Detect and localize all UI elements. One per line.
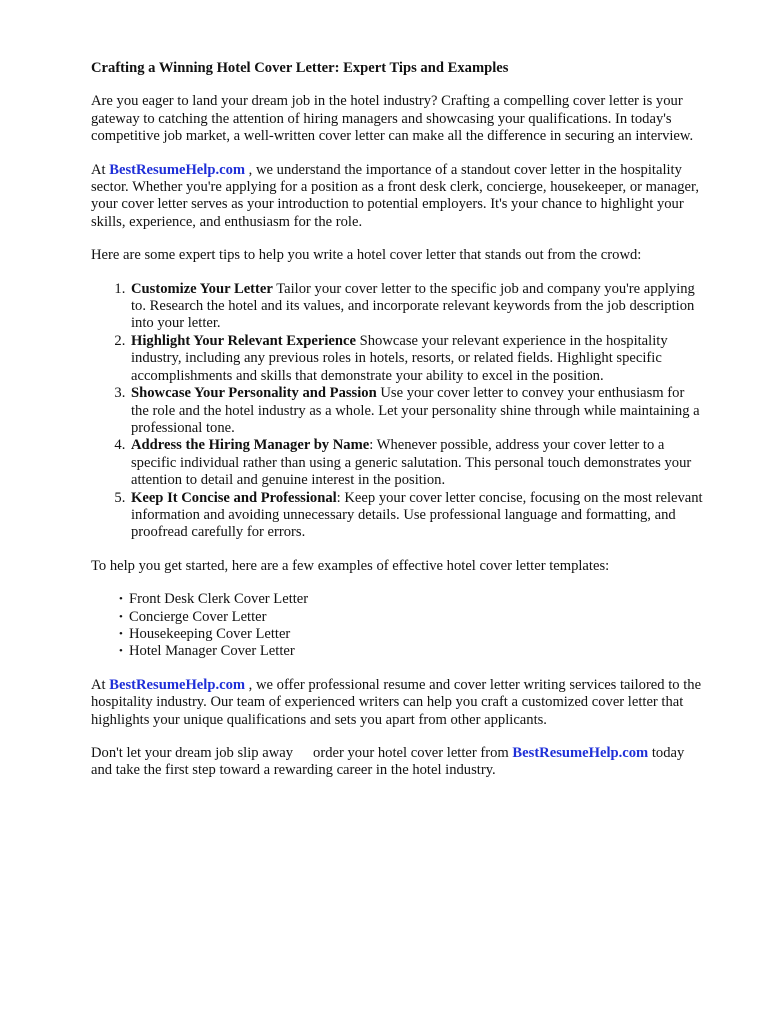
bullet-icon: • <box>119 610 123 623</box>
services-paragraph <box>91 677 704 729</box>
closing-middle: order your hotel cover letter from <box>313 745 513 761</box>
tip-text: : Keep your cover letter concise, focusing on the most relevant information and avoiding unnecessary details. Use professional language and formatting, and proofread carefully for errors. <box>131 489 703 541</box>
tip-heading: Highlight Your Relevant Experience <box>131 332 356 349</box>
para2-text: , we understand the importance of a standout cover letter in the hospitality sector. Whether you're applying for a position as a front desk clerk, concierge, housekeeper, or manager, your cover letter serves as your introduction to potential employers. It's your chance to highlight your skills, experience, and enthusiasm for the role. <box>91 161 699 230</box>
closing-prefix: Don't let your dream job slip away <box>91 745 294 761</box>
bullet-icon: • <box>119 593 123 606</box>
example-item <box>119 626 704 643</box>
example-item <box>119 609 704 626</box>
services-text: , we offer professional resume and cover letter writing services tailored to the hospitality industry. Our team of experienced writers can help you craft a customized cover letter that highlights your unique qualifications and sets you apart from other applicants. <box>91 676 702 728</box>
bestresumehelp-link[interactable]: BestResumeHelp.com <box>109 676 246 693</box>
tip-text: Showcase your relevant experience in the hospitality industry, including any previous roles in hotels, resorts, or related fields. Highlight specific accomplishments and skills that demonstrate your ability to excel in the position. <box>131 332 668 384</box>
tips-intro: Here are some expert tips to help you write a hotel cover letter that stands out from the crowd: <box>91 247 642 264</box>
closing-suffix: today and take the first step toward a rewarding career in the hotel industry. <box>91 745 685 779</box>
tip-heading: Keep It Concise and Professional <box>131 489 337 506</box>
examples-intro: To help you get started, here are a few examples of effective hotel cover letter templates: <box>91 557 610 574</box>
bullet-icon: • <box>119 645 123 658</box>
para2-prefix: At <box>91 161 110 178</box>
services-prefix: At <box>91 676 110 693</box>
example-item <box>119 591 704 608</box>
tips-list <box>91 281 704 542</box>
example-label: Front Desk Clerk Cover Letter <box>129 591 309 608</box>
tip-text: Use your cover letter to convey your enthusiasm for the role and the hotel industry as a whole. Let your personality shine through while maintaining a professional tone. <box>131 385 700 436</box>
tip-heading: Showcase Your Personality and Passion <box>131 385 377 402</box>
tip-heading: Customize Your Letter <box>131 280 273 297</box>
bestresumehelp-link[interactable]: BestResumeHelp.com <box>109 161 246 178</box>
document-title: Crafting a Winning Hotel Cover Letter: Expert Tips and Examples <box>91 60 509 76</box>
tip-item <box>129 490 704 542</box>
tip-item <box>129 437 704 489</box>
closing-paragraph <box>91 745 704 780</box>
tip-item <box>129 385 704 437</box>
examples-list <box>91 591 704 661</box>
bestresumehelp-link[interactable]: BestResumeHelp.com <box>512 745 649 761</box>
example-item <box>119 643 704 660</box>
example-label: Hotel Manager Cover Letter <box>129 643 295 660</box>
tip-item <box>129 333 704 385</box>
tip-text: Tailor your cover letter to the specific job and company you're applying to. Research the hotel and its values, and incorporate relevant keywords from the job description into your letter. <box>131 280 695 332</box>
intro-company-paragraph <box>91 162 704 232</box>
example-label: Housekeeping Cover Letter <box>129 625 291 642</box>
tip-item <box>129 281 704 333</box>
intro-paragraph: Are you eager to land your dream job in the hotel industry? Crafting a compelling cover letter is your gateway to catching the attention of hiring managers and showcasing your qualifications. In today's competitive job market, a well-written cover letter can make all the difference in securing an interview. <box>91 93 694 145</box>
tip-text: : Whenever possible, address your cover letter to a specific individual rather than using a generic salutation. This personal touch demonstrates your attention to detail and genuine interest in the position. <box>131 437 692 489</box>
example-label: Concierge Cover Letter <box>129 608 267 625</box>
bullet-icon: • <box>119 627 123 640</box>
tip-heading: Address the Hiring Manager by Name <box>131 437 370 454</box>
